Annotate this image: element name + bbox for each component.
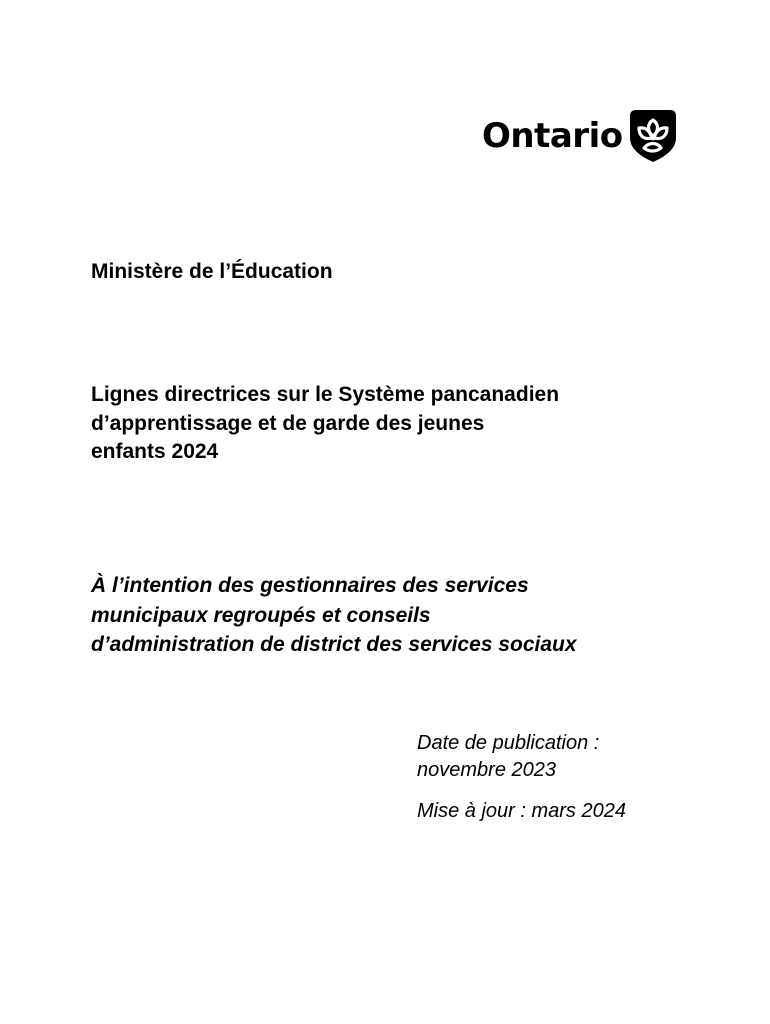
ministry-name: Ministère de l’Éducation bbox=[91, 260, 333, 283]
title-line-2: d’apprentissage et de garde des jeunes bbox=[91, 411, 485, 435]
title-line-1: Lignes directrices sur le Système pancanadien bbox=[91, 383, 560, 406]
audience-line-2: municipaux regroupés et conseils bbox=[91, 603, 431, 627]
publication-date-value: novembre 2023 bbox=[417, 759, 556, 781]
audience-line-3: d’administration de district des services sociaux bbox=[91, 633, 577, 656]
audience-heading bbox=[91, 571, 731, 660]
publication-date-label: Date de publication : bbox=[417, 732, 600, 754]
document-title bbox=[91, 381, 691, 467]
title-line-3: enfants 2024 bbox=[91, 440, 219, 463]
audience-line-1: À l’intention des gestionnaires des services bbox=[91, 574, 529, 597]
publication-info bbox=[417, 730, 737, 825]
update-date: Mise à jour : mars 2024 bbox=[417, 800, 626, 822]
ontario-logo bbox=[482, 106, 682, 166]
logo-wordmark: Ontario bbox=[482, 116, 623, 156]
ontario-trillium-icon bbox=[628, 108, 678, 164]
